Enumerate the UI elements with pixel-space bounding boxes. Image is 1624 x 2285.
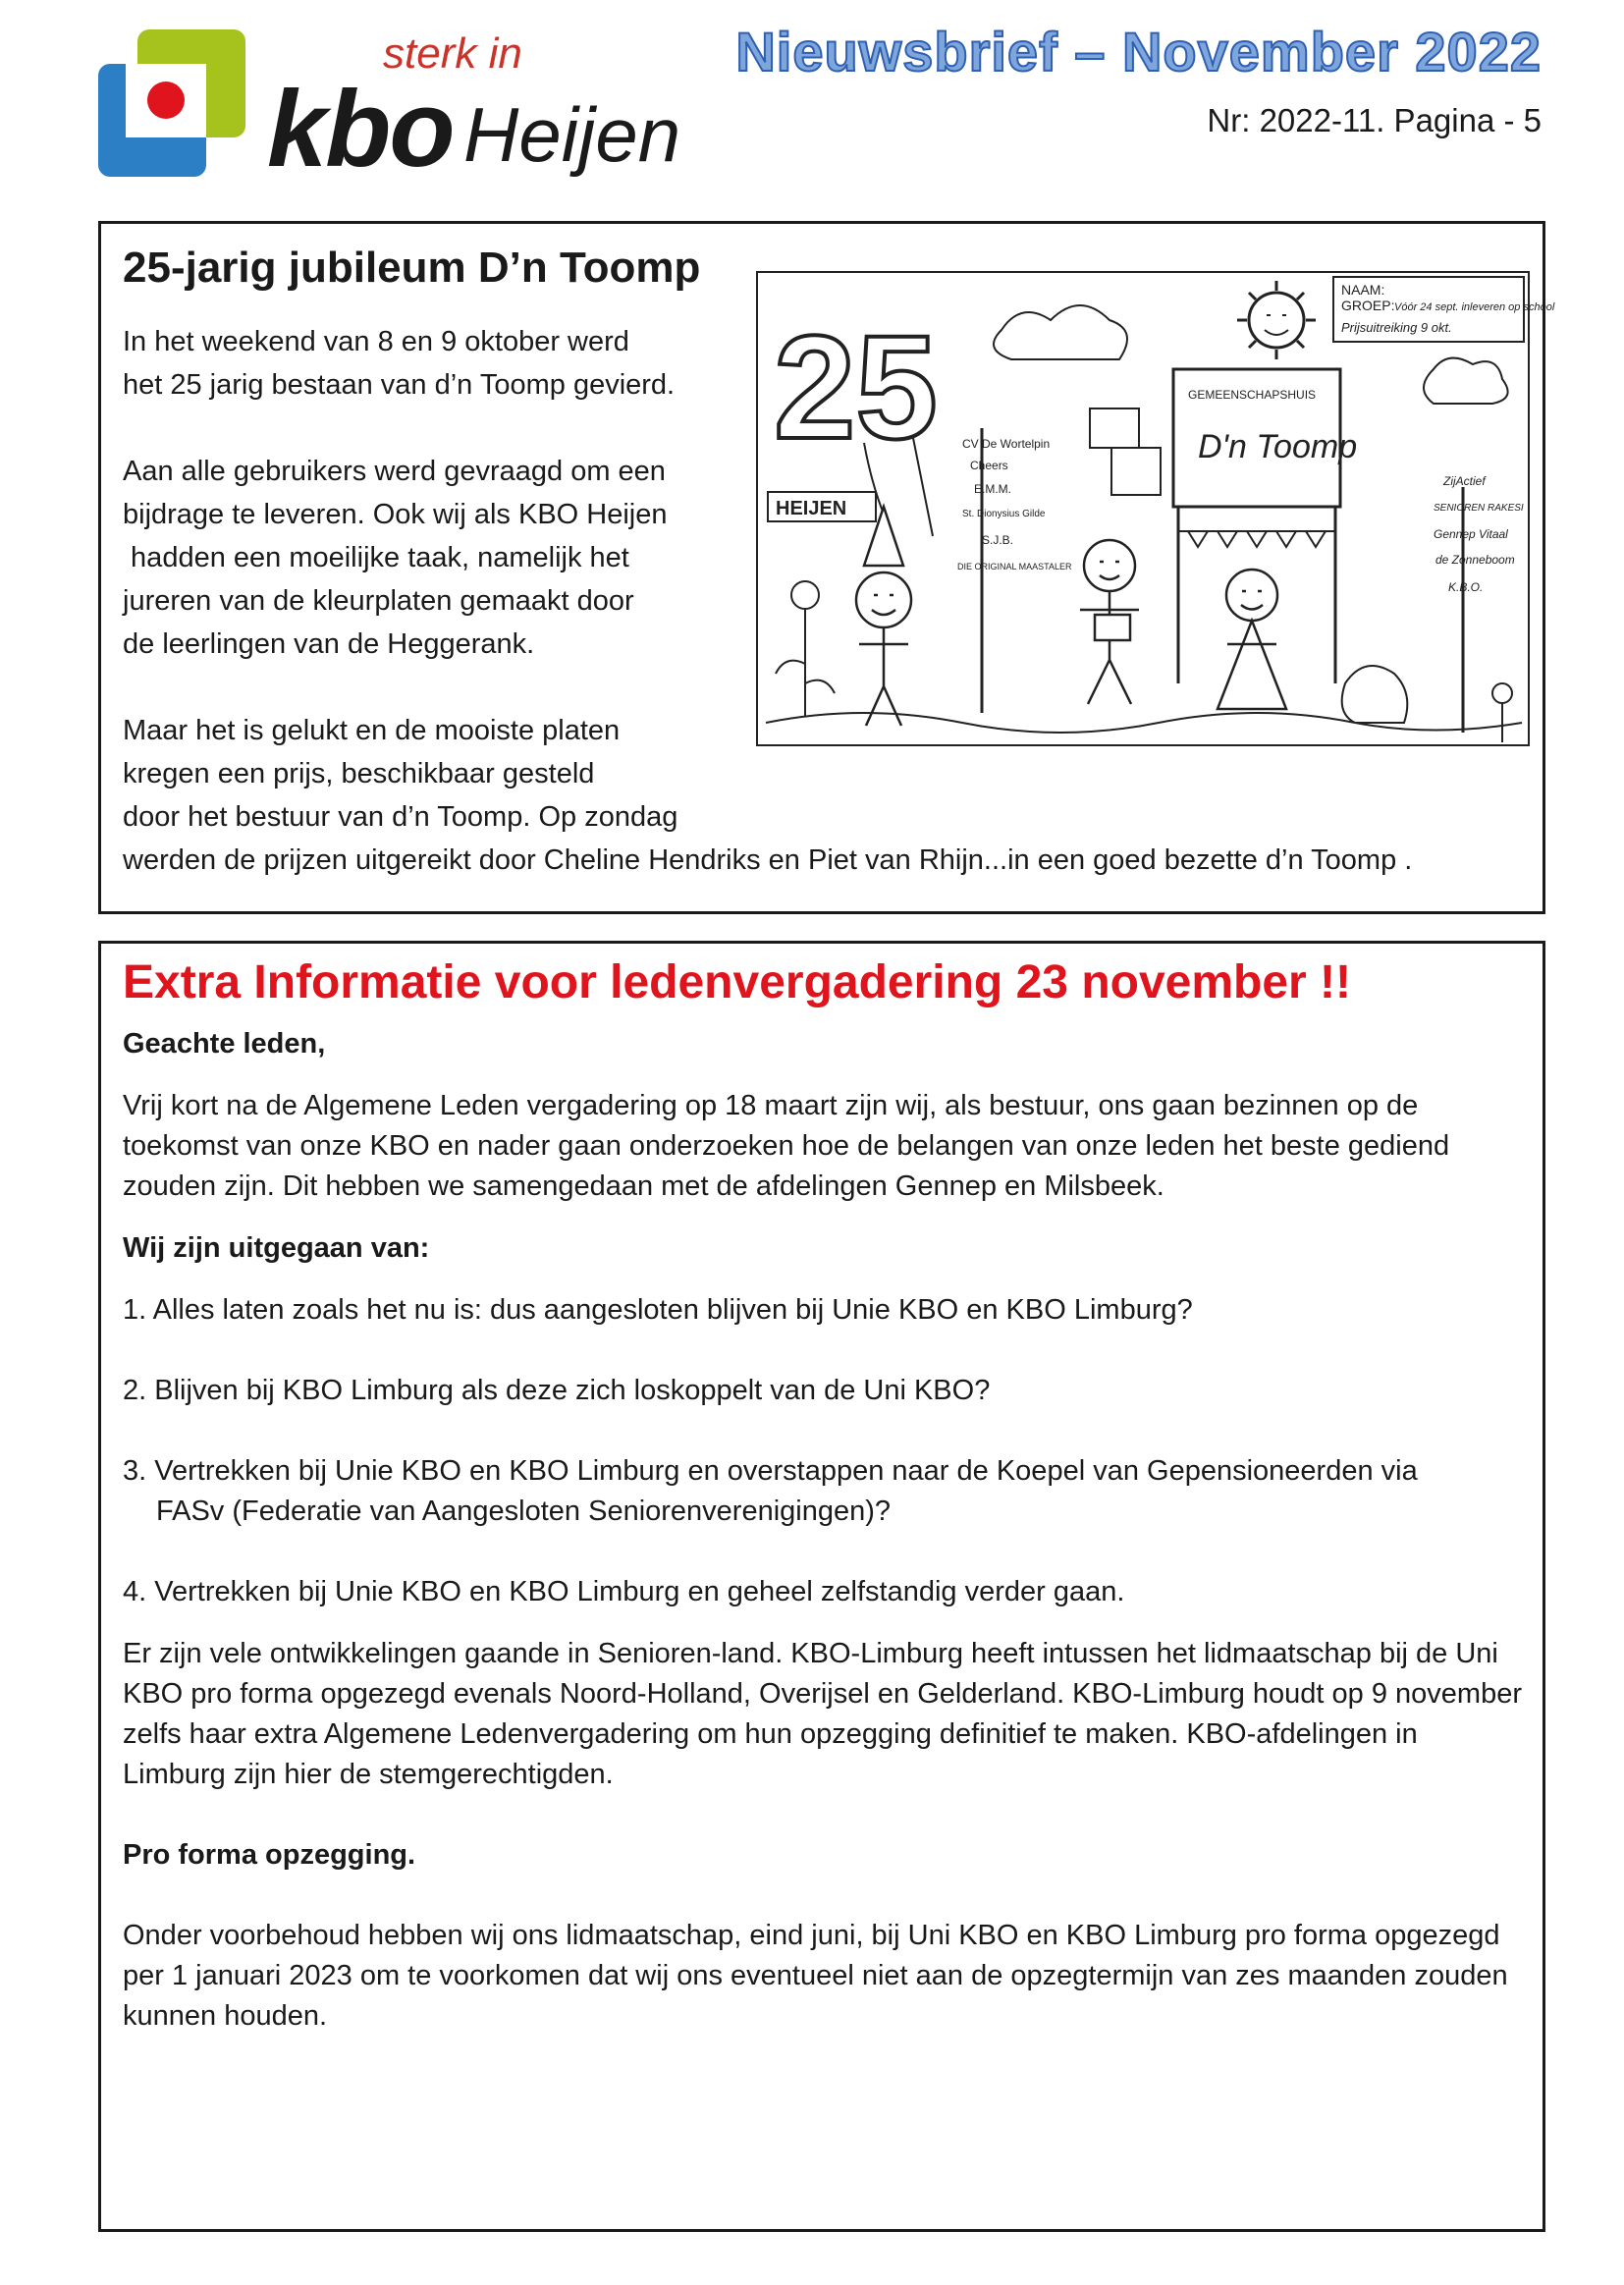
article-body bbox=[123, 320, 790, 882]
text-line: FASv (Federatie van Aangesloten Seniorenverenigingen)? bbox=[156, 1496, 892, 1527]
coloring-page-drawing bbox=[756, 271, 1555, 746]
paragraph bbox=[123, 320, 790, 407]
article-title: Extra Informatie voor ledenvergadering 23 november !! bbox=[123, 956, 1352, 1008]
text-line: de leerlingen van de Heggerank. bbox=[123, 628, 535, 660]
option-item: 1. Alles laten zoals het nu is: dus aangesloten blijven bij Unie KBO en KBO Limburg? bbox=[123, 1294, 1193, 1326]
options-heading: Wij zijn uitgegaan van: bbox=[123, 1232, 430, 1264]
drawing-big-number: 25 bbox=[774, 304, 938, 469]
option-item bbox=[123, 1451, 1527, 1532]
jubileum-article bbox=[98, 221, 1555, 914]
drawing-sign: S.J.B. bbox=[982, 533, 1014, 547]
article-title: 25-jarig jubileum D’n Toomp bbox=[123, 244, 701, 292]
text-line: 3. Vertrekken bij Unie KBO en KBO Limburg en overstappen naar de Koepel van Gepensioneerden via bbox=[123, 1455, 1418, 1487]
section-heading: Pro forma opzegging. bbox=[123, 1839, 416, 1871]
drawing-sign: SENIOREN RAKESI bbox=[1434, 503, 1524, 514]
text-line: Maar het is gelukt en de mooiste platen bbox=[123, 715, 621, 746]
extra-info-article bbox=[98, 941, 1545, 2232]
drawing-sign: Cheers bbox=[970, 459, 1008, 472]
text-line: jureren van de kleurplaten gemaakt door bbox=[123, 585, 634, 617]
option-item: 2. Blijven bij KBO Limburg als deze zich loskoppelt van de Uni KBO? bbox=[123, 1375, 991, 1406]
text-line: Aan alle gebruikers werd gevraagd om een bbox=[123, 456, 666, 487]
drawing-sign: K.B.O. bbox=[1448, 580, 1484, 594]
text-line: kregen een prijs, beschikbaar gesteld bbox=[123, 758, 595, 789]
text-line: hadden een moeilijke taak, namelijk het bbox=[123, 542, 629, 573]
paragraph bbox=[123, 709, 790, 839]
logo-kbo-text: kbo bbox=[267, 69, 454, 190]
article-body bbox=[123, 1024, 1527, 2037]
drawing-signs-left bbox=[957, 437, 1072, 571]
drawing-building-sign: GEMEENSCHAPSHUIS bbox=[1188, 388, 1317, 402]
salutation: Geachte leden, bbox=[123, 1028, 326, 1060]
drawing-sign: Gennep Vitaal bbox=[1434, 527, 1508, 541]
option-item: 4. Vertrekken bij Unie KBO en KBO Limburg en geheel zelfstandig verder gaan. bbox=[123, 1576, 1125, 1607]
drawing-sign-heijen: HEIJEN bbox=[776, 498, 847, 519]
drawing-sign: de Zonneboom bbox=[1435, 553, 1515, 567]
drawing-deadline: Vóór 24 sept. inleveren op school bbox=[1394, 301, 1555, 313]
drawing-prize: Prijsuitreiking 9 okt. bbox=[1341, 320, 1452, 335]
paragraph: Vrij kort na de Algemene Leden vergadering op 18 maart zijn wij, als bestuur, ons gaan bezinnen op de toekomst van onze KBO en nader gaan onderzoeken hoe de belangen van onze leden het beste gediend zouden zijn. Dit hebben we samengedaan met de afdelingen Gennep en Milsbeek. bbox=[123, 1090, 1450, 1202]
newsletter-title: Nieuwsbrief – November 2022 bbox=[735, 21, 1542, 82]
drawing-sign: DIE ORIGINAL MAASTALER bbox=[957, 562, 1072, 571]
logo-place-text: Heijen bbox=[463, 91, 681, 178]
text-line: bijdrage te leveren. Ook wij als KBO Heijen bbox=[123, 499, 668, 530]
issue-number: Nr: 2022-11. Pagina - 5 bbox=[1207, 102, 1542, 138]
drawing-groep-label: GROEP: bbox=[1341, 298, 1395, 313]
paragraph: Onder voorbehoud hebben wij ons lidmaatschap, eind juni, bij Uni KBO en KBO Limburg pro forma opgezegd per 1 januari 2023 om te voorkomen dat wij ons eventueel niet aan de opzegtermijn van zes maanden zouden kunnen houden. bbox=[123, 1920, 1508, 2032]
text-line: door het bestuur van d’n Toomp. Op zondag bbox=[123, 801, 678, 833]
text-line: werden de prijzen uitgereikt door Cheline Hendriks en Piet van Rhijn...in een goed bezette d’n Toomp . bbox=[123, 844, 1413, 876]
text-line: In het weekend van 8 en 9 oktober werd bbox=[123, 326, 629, 357]
text-line: het 25 jarig bestaan van d’n Toomp gevierd. bbox=[123, 369, 676, 401]
drawing-sign: CV De Wortelpin bbox=[962, 437, 1051, 451]
drawing-sign: ZijActief bbox=[1443, 474, 1486, 488]
drawing-signs-right bbox=[1434, 474, 1524, 594]
paragraph: Er zijn vele ontwikkelingen gaande in Senioren-land. KBO-Limburg heeft intussen het lidmaatschap bij de Uni KBO pro forma opgezegd evenals Noord-Holland, Overijsel en Gelderland. KBO-Limburg houdt op 9 november zelfs haar extra Algemene Ledenvergadering om hun opzegging definitief te maken. KBO-afdelingen in Limburg zijn hier de stemgerechtigden. bbox=[123, 1638, 1522, 1790]
logo-tagline: sterk in bbox=[383, 29, 522, 78]
kbo-logo bbox=[98, 29, 687, 190]
drawing-building-name: D'n Toomp bbox=[1198, 428, 1358, 465]
paragraph bbox=[123, 450, 790, 666]
kbo-logo-mark-icon bbox=[98, 29, 245, 177]
drawing-sign: E.M.M. bbox=[974, 482, 1011, 496]
drawing-sign: St. Dionysius Gilde bbox=[962, 509, 1046, 519]
drawing-naam-label: NAAM: bbox=[1341, 282, 1385, 298]
sun-icon bbox=[1237, 281, 1316, 359]
